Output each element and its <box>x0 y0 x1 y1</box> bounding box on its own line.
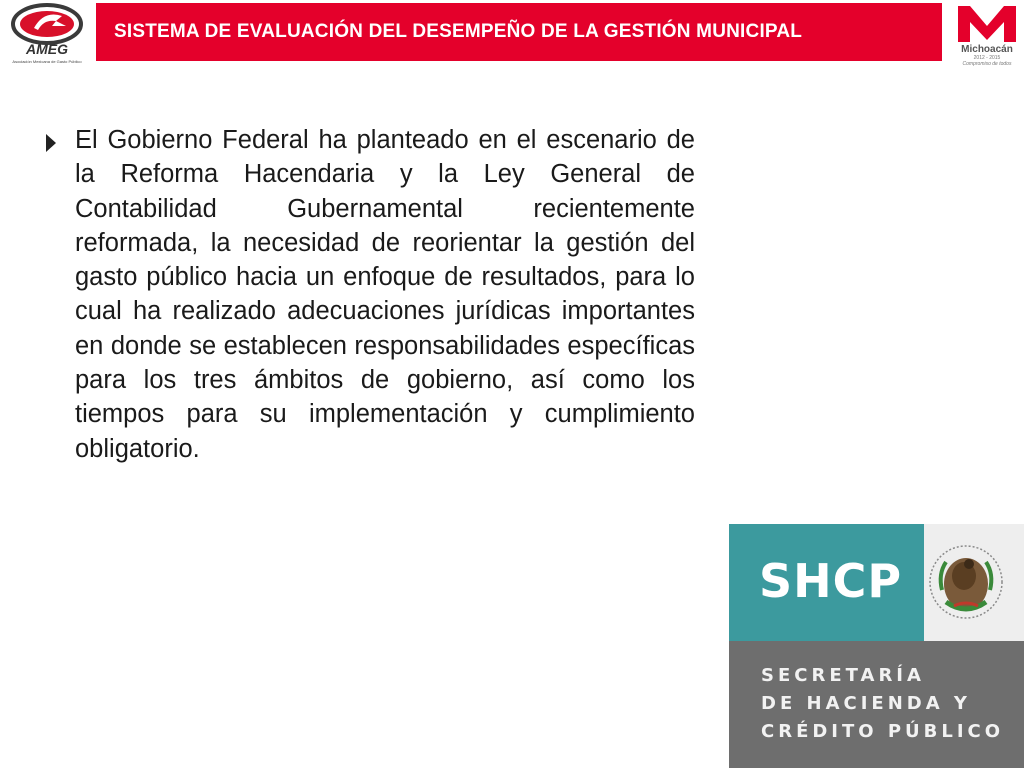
michoacan-logo-years: 2012 - 2015 <box>973 55 1001 61</box>
ameg-logo-icon <box>4 2 90 66</box>
bullet-paragraph: El Gobierno Federal ha planteado en el escenario de la Reforma Hacendaria y la Ley General de Contabilidad Gubernamental recientemente reformada, la necesidad de reorientar la gestión del gasto público hacia un enfoque de resultados, para lo cual ha realizado adecuaciones jurídicas importantes en donde se establecen responsabilidades específicas para los tres ámbitos de gobierno, así como los tiempos para su implementación y cumplimiento obligatorio. <box>75 126 695 463</box>
shcp-name-line-1: SECRETARÍA <box>761 665 925 686</box>
shcp-name-line-2: DE HACIENDA Y <box>761 693 971 714</box>
michoacan-logo <box>952 2 1022 66</box>
mexican-coat-of-arms-seal-icon <box>924 524 1024 641</box>
slide-content <box>45 123 705 466</box>
ameg-logo-subtext: Asociación Mexicana de Gasto Público <box>12 59 82 64</box>
shcp-name-line-3: CRÉDITO PÚBLICO <box>761 721 1005 742</box>
shcp-bottom-panel <box>729 641 1024 768</box>
shcp-acronym: SHCP <box>759 554 903 608</box>
bullet-item <box>45 123 705 466</box>
ameg-logo-text: AMEG <box>26 41 68 57</box>
shcp-top-panel <box>729 524 924 641</box>
header-bar <box>0 0 1024 68</box>
header-banner <box>96 3 942 61</box>
shcp-logo <box>729 524 1024 768</box>
michoacan-logo-tagline: Compromiso de todos <box>962 61 1012 66</box>
michoacan-logo-text: Michoacán <box>961 44 1013 55</box>
triangle-right-bullet-icon <box>45 123 75 157</box>
michoacan-logo-icon <box>952 2 1022 66</box>
page-title: SISTEMA DE EVALUACIÓN DEL DESEMPEÑO DE LA GESTIÓN MUNICIPAL <box>114 21 803 42</box>
ameg-logo <box>4 2 90 66</box>
